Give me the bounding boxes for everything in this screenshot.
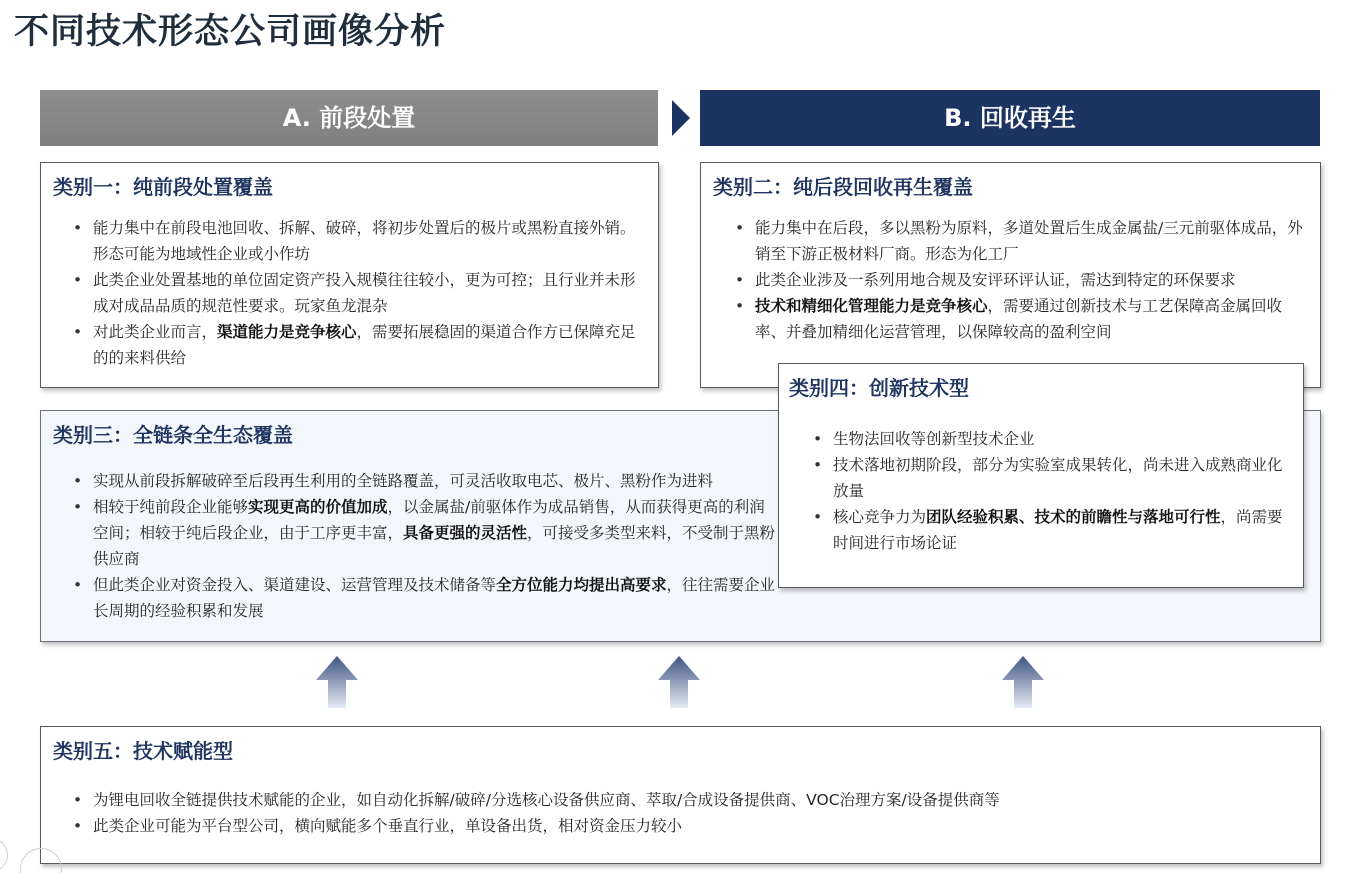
- card-title: 类别二：纯后段回收再生覆盖: [713, 175, 973, 199]
- chevron-right-icon: [672, 100, 690, 136]
- bullet-item: • 为锂电回收全链提供技术赋能的企业，如自动化拆解/破碎/分选核心设备供应商、萃取/合成设备提供商、VOC治理方案/设备提供商等: [69, 787, 1299, 813]
- page-title: 不同技术形态公司画像分析: [14, 12, 447, 52]
- bullet-item: • 但此类企业对资金投入、渠道建设、运营管理及技术储备等全方位能力均提出高要求，往往需要企业长周期的经验积累和发展: [69, 572, 779, 624]
- bullet-list: [809, 426, 1289, 556]
- more-icon[interactable]: [0, 838, 8, 872]
- card-title: 类别四：创新技术型: [789, 376, 969, 400]
- up-arrow-icon: [314, 654, 360, 710]
- bullet-list: [69, 215, 649, 371]
- card-title: 类别一：纯前段处置覆盖: [53, 175, 273, 199]
- bullet-item: • 相较于纯前段企业能够实现更高的价值加成，以金属盐/前驱体作为成品销售，从而获得更高的利润空间；相较于纯后段企业，由于工序更丰富，具备更强的灵活性，可接受多类型来料，不受制于黑粉供应商: [69, 494, 779, 572]
- up-arrow-icon: [656, 654, 702, 710]
- emphasis-text: 全方位能力均提出高要求: [496, 576, 667, 594]
- bullet-item: • 此类企业可能为平台型公司，横向赋能多个垂直行业，单设备出货，相对资金压力较小: [69, 813, 1299, 839]
- bullet-item: • 技术落地初期阶段，部分为实验室成果转化，尚未进入成熟商业化放量: [809, 452, 1289, 504]
- bullet-item: • 此类企业涉及一系列用地合规及安评环评认证，需达到特定的环保要求: [731, 267, 1303, 293]
- card-category-1: [40, 162, 659, 388]
- bullet-item: • 实现从前段拆解破碎至后段再生利用的全链路覆盖，可灵活收取电芯、极片、黑粉作为进料: [69, 468, 779, 494]
- phase-b-header: B. 回收再生: [700, 90, 1320, 146]
- card-category-4: [778, 363, 1304, 588]
- emphasis-text: 具备更强的灵活性: [403, 524, 528, 542]
- card-title: 类别五：技术赋能型: [53, 739, 233, 763]
- phase-a-header: A. 前段处置: [40, 90, 658, 146]
- card-category-2: [700, 162, 1321, 388]
- card-title: 类别三：全链条全生态覆盖: [53, 423, 293, 447]
- bullet-item: • 生物法回收等创新型技术企业: [809, 426, 1289, 452]
- bullet-item: • 技术和精细化管理能力是竞争核心，需要通过创新技术与工艺保障高金属回收率、并叠加精细化运营管理，以保障较高的盈利空间: [731, 293, 1303, 345]
- bullet-list: [731, 215, 1303, 345]
- emphasis-text: 实现更高的价值加成: [248, 498, 388, 516]
- emphasis-text: 技术和精细化管理能力是竞争核心: [755, 297, 988, 315]
- bullet-item: • 对此类企业而言，渠道能力是竞争核心，需要拓展稳固的渠道合作方已保障充足的的来料供给: [69, 319, 649, 371]
- bullet-item: • 能力集中在后段，多以黑粉为原料，多道处置后生成金属盐/三元前驱体成品，外销至下游正极材料厂商。形态为化工厂: [731, 215, 1303, 267]
- card-category-5: [40, 726, 1321, 864]
- bullet-item: • 核心竞争力为团队经验积累、技术的前瞻性与落地可行性，尚需要时间进行市场论证: [809, 504, 1289, 556]
- bullet-list: [69, 468, 779, 624]
- up-arrow-icon: [1000, 654, 1046, 710]
- bullet-item: • 此类企业处置基地的单位固定资产投入规模往往较小，更为可控；且行业并未形成对成品品质的规范性要求。玩家鱼龙混杂: [69, 267, 649, 319]
- bullet-item: • 能力集中在前段电池回收、拆解、破碎，将初步处置后的极片或黑粉直接外销。形态可能为地域性企业或小作坊: [69, 215, 649, 267]
- emphasis-text: 团队经验积累、技术的前瞻性与落地可行性: [926, 508, 1221, 526]
- bullet-list: [69, 787, 1299, 839]
- emphasis-text: 渠道能力是竞争核心: [217, 323, 357, 341]
